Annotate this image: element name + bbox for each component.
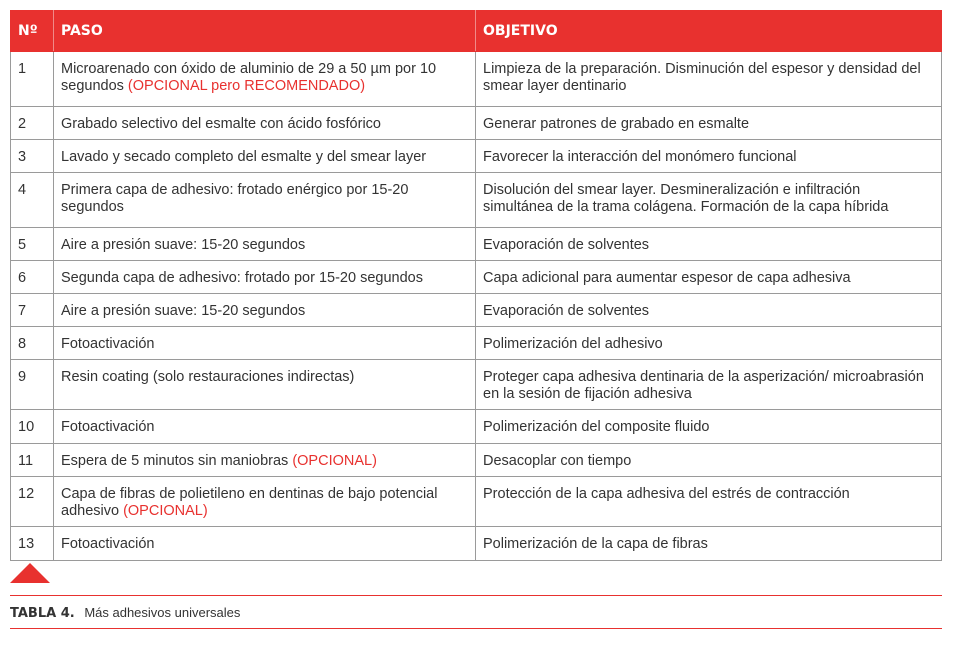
optional-note: (OPCIONAL) [292, 453, 377, 469]
table-header-row [11, 11, 942, 52]
step-text: Capa de fibras de polietileno en dentinas de bajo potencial adhesivo [61, 486, 438, 519]
caption-bottom-divider [10, 628, 942, 629]
step-description [54, 228, 476, 261]
step-objective: Evaporación de solventes [476, 294, 942, 327]
step-number: 6 [11, 261, 54, 294]
step-number: 2 [11, 107, 54, 140]
table-row [11, 52, 942, 107]
step-text: Espera de 5 minutos sin maniobras [61, 453, 293, 469]
step-text: Fotoactivación [61, 336, 155, 352]
table-row [11, 140, 942, 173]
step-objective: Favorecer la interacción del monómero funcional [476, 140, 942, 173]
step-description [54, 410, 476, 444]
step-objective: Disolución del smear layer. Desmineralización e infiltración simultánea de la trama colágena. Formación de la capa híbrida [476, 173, 942, 228]
step-text: Grabado selectivo del esmalte con ácido fosfórico [61, 116, 381, 132]
step-objective: Desacoplar con tiempo [476, 444, 942, 477]
table-row [11, 527, 942, 561]
step-number: 5 [11, 228, 54, 261]
step-number: 11 [11, 444, 54, 477]
optional-note: (OPCIONAL) [123, 503, 208, 519]
table-row [11, 228, 942, 261]
triangle-marker-icon [10, 563, 50, 583]
table-row [11, 327, 942, 360]
step-description [54, 261, 476, 294]
step-text: Fotoactivación [61, 536, 155, 552]
step-text: Segunda capa de adhesivo: frotado por 15-20 segundos [61, 270, 423, 286]
header-num: Nº [11, 11, 54, 52]
step-description [54, 477, 476, 527]
step-objective: Polimerización de la capa de fibras [476, 527, 942, 561]
step-description [54, 360, 476, 410]
step-objective: Generar patrones de grabado en esmalte [476, 107, 942, 140]
step-text: Primera capa de adhesivo: frotado enérgico por 15-20 segundos [61, 182, 409, 215]
steps-table [10, 10, 942, 561]
step-text: Lavado y secado completo del esmalte y del smear layer [61, 149, 427, 165]
step-number: 9 [11, 360, 54, 410]
header-paso: PASO [54, 11, 476, 52]
step-text: Aire a presión suave: 15-20 segundos [61, 303, 306, 319]
step-description [54, 140, 476, 173]
table-row [11, 444, 942, 477]
step-text: Aire a presión suave: 15-20 segundos [61, 237, 306, 253]
step-description [54, 327, 476, 360]
header-objetivo: OBJETIVO [476, 11, 942, 52]
step-objective: Evaporación de solventes [476, 228, 942, 261]
step-description [54, 444, 476, 477]
table-row [11, 477, 942, 527]
step-text: Fotoactivación [61, 419, 155, 435]
step-objective: Capa adicional para aumentar espesor de capa adhesiva [476, 261, 942, 294]
optional-note: (OPCIONAL pero RECOMENDADO) [127, 78, 366, 94]
step-description [54, 107, 476, 140]
step-number: 4 [11, 173, 54, 228]
step-objective: Polimerización del adhesivo [476, 327, 942, 360]
step-description [54, 294, 476, 327]
step-number: 8 [11, 327, 54, 360]
caption-label: TABLA 4. [10, 606, 75, 621]
table-caption [10, 605, 240, 621]
step-description [54, 527, 476, 561]
table-row [11, 360, 942, 410]
caption-top-divider [10, 595, 942, 596]
step-objective: Polimerización del composite fluido [476, 410, 942, 444]
step-number: 1 [11, 52, 54, 107]
step-description [54, 52, 476, 107]
step-number: 10 [11, 410, 54, 444]
step-description [54, 173, 476, 228]
table-row [11, 173, 942, 228]
table-row [11, 261, 942, 294]
step-number: 12 [11, 477, 54, 527]
step-objective: Protección de la capa adhesiva del estrés de contracción [476, 477, 942, 527]
step-text: Resin coating (solo restauraciones indirectas) [61, 369, 355, 385]
caption-text: Más adhesivos universales [84, 605, 241, 620]
step-number: 13 [11, 527, 54, 561]
step-number: 3 [11, 140, 54, 173]
step-objective: Proteger capa adhesiva dentinaria de la asperización/ microabrasión en la sesión de fijación adhesiva [476, 360, 942, 410]
table-row [11, 294, 942, 327]
table-row [11, 107, 942, 140]
table-row [11, 410, 942, 444]
step-number: 7 [11, 294, 54, 327]
step-objective: Limpieza de la preparación. Disminución del espesor y densidad del smear layer dentinario [476, 52, 942, 107]
step-text: Microarenado con óxido de aluminio de 29 a 50 µm por 10 segundos [61, 61, 437, 94]
